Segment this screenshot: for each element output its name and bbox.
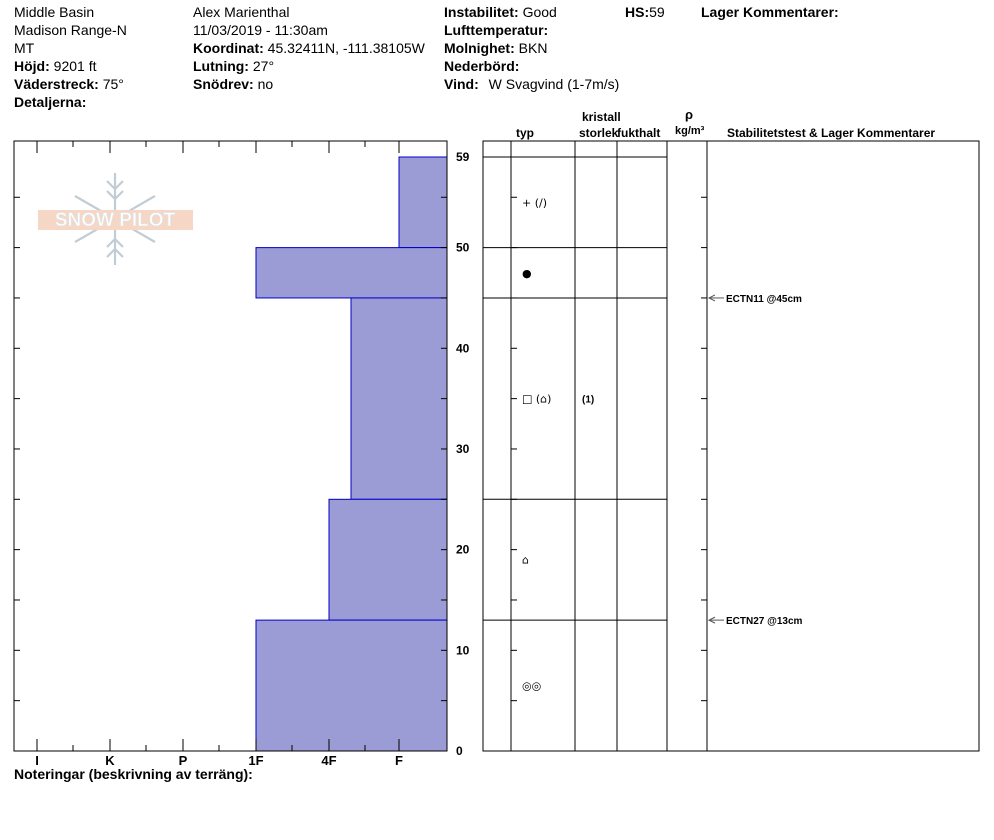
air-temp-label: Lufttemperatur: [444,22,549,38]
slope-value: 27° [252,58,275,74]
col-header-rho: ρ [685,107,694,122]
hs-value: 59 [649,4,665,20]
layer-table-frame [483,141,979,751]
depth-tick-label: 20 [456,542,470,557]
col-header-size: storlek [579,126,619,140]
grain-type-symbol: ● [522,266,532,280]
precip-label: Nederbörd: [444,58,520,74]
details-label: Detaljerna: [14,94,87,110]
datetime: 11/03/2019 - 11:30am [193,22,328,38]
aspect-label: Väderstreck: [14,76,99,92]
depth-tick-label: 0 [456,744,463,758]
col-header-crystal: kristall [582,110,621,124]
hardness-tick-label: F [395,753,403,768]
sky-label: Molnighet: [444,40,515,56]
location-line-1: Middle Basin [14,4,95,20]
wind-value: W Svagvind (1-7m/s) [488,76,620,92]
grain-type-symbol: □ (⌂) [522,392,552,406]
observer: Alex Marienthal [193,4,290,20]
location-line-2: Madison Range-N [14,22,127,38]
location-line-3: MT [14,40,35,56]
depth-tick-label: 50 [456,240,470,255]
logo-text: SNOW PILOT [54,210,176,231]
hardness-tick-label: P [178,753,188,768]
col-header-stability: Stabilitetstest & Lager Kommentarer [727,126,936,140]
hardness-tick-label: K [105,753,115,768]
layer-comments-label: Lager Kommentarer: [701,4,839,20]
depth-tick-label: 10 [456,643,470,658]
instability-label: Instabilitet: [444,4,519,20]
grain-type-symbol: ◎◎ [522,679,542,693]
hardness-bar [329,499,447,620]
col-header-type: typ [516,126,534,140]
slope-label: Lutning: [193,58,249,74]
hardness-bar [256,620,447,751]
hardness-tick-label: I [35,753,39,768]
stability-test-label: ECTN11 @45cm [726,293,802,305]
col-header-moisture: fukthalt [617,126,661,140]
instability-value: Good [522,4,557,20]
hardness-bars [256,157,447,751]
snowpilot-logo [38,173,193,265]
drift-label: Snödrev: [193,76,254,92]
aspect-value: 75° [102,76,124,92]
depth-tick-label: 40 [456,341,470,356]
hardness-tick-label: 1F [248,753,264,768]
grain-size-value: (1) [582,394,595,406]
hardness-bar [256,248,447,298]
sky-value: BKN [518,40,548,56]
wind-label: Vind: [444,76,479,92]
depth-tick-label: 59 [456,150,470,164]
grain-type-symbol: + (∕) [522,196,548,210]
depth-axis-labels [456,150,470,758]
hardness-bar [351,298,447,499]
stability-test-label: ECTN27 @13cm [726,616,803,628]
grain-type-symbol: ⌂ [522,553,529,567]
hardness-tick-label: 4F [321,753,337,768]
elevation-value: 9201 ft [53,58,97,74]
depth-tick-label: 30 [456,441,470,456]
grain-symbols [522,196,594,692]
elevation-label: Höjd: [14,58,50,74]
col-header-density: kg/m³ [675,125,705,137]
table-ticks [511,197,707,751]
stability-tests [709,294,803,627]
hs-label: HS: [625,4,650,20]
drift-value: no [257,76,274,92]
terrain-notes-label: Noteringar (beskrivning av terräng): [14,766,253,782]
coordinate-value: 45.32411N, -111.38105W [267,40,425,56]
hardness-bar [399,157,447,248]
coordinate-label: Koordinat: [193,40,264,56]
